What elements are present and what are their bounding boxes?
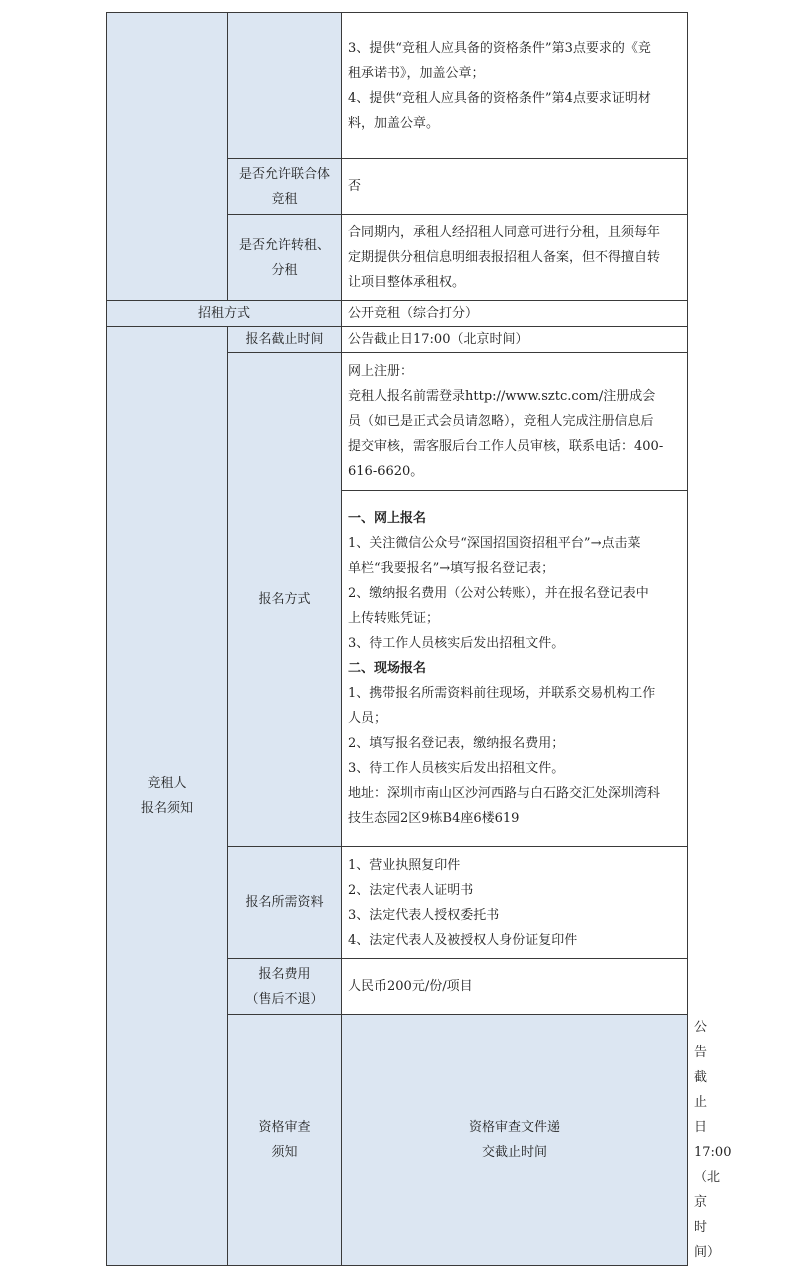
qualification-subsection-cell (228, 13, 342, 159)
deadline-value: 公告截止日17:00（北京时间） (342, 327, 688, 353)
review-deadline-label: 资格审查文件递 交截止时间 (342, 1015, 688, 1266)
text-line: 4、提供“竞租人应具备的资格条件”第4点要求证明材 (348, 90, 651, 106)
text-line: 3、待工作人员核实后发出招租文件。 (348, 636, 565, 651)
text-line: 人员； (348, 711, 388, 726)
sublease-label: 是否允许转租、 分租 (228, 215, 342, 301)
text-line: 2、缴纳报名费用（公对公转账），并在报名登记表中 (348, 586, 649, 601)
fee-label: 报名费用 （售后不退） (228, 959, 342, 1015)
onsite-signup-title: 二、现场报名 (348, 661, 427, 676)
text-line: 3、待工作人员核实后发出招租文件。 (348, 761, 565, 776)
text-line: 2、填写报名登记表，缴纳报名费用； (348, 736, 565, 751)
text-line: 料，加盖公章。 (348, 115, 440, 131)
qualification-row-continued (107, 13, 688, 159)
text-line: 员（如已是正式会员请忽略），竞租人完成注册信息后 (348, 414, 654, 429)
text-line: 1、关注微信公众号“深国招国资招租平台”→点击菜 (348, 536, 641, 551)
text-line: 1、营业执照复印件 (348, 857, 461, 873)
text-line: 上传转账凭证； (348, 611, 440, 626)
sublease-value (342, 215, 688, 301)
method-row (107, 301, 688, 327)
text-line: 竞租人报名前需登录http://www.sztc.com/注册成会 (348, 389, 656, 404)
text-line: 2、法定代表人证明书 (348, 882, 474, 898)
text-line: 地址：深圳市南山区沙河西路与白石路交汇处深圳湾科 (348, 786, 661, 801)
consortium-value: 否 (342, 159, 688, 215)
text-line: 1、携带报名所需资料前往现场，并联系交易机构工作 (348, 686, 656, 701)
text-line: 让项目整体承租权。 (348, 275, 466, 290)
consortium-label: 是否允许联合体 竞租 (228, 159, 342, 215)
materials-label: 报名所需资料 (228, 847, 342, 959)
signup-steps-cell (342, 491, 688, 847)
deadline-row (107, 327, 688, 353)
notice-table (106, 12, 732, 1266)
text-line: 租承诺书》，加盖公章； (348, 65, 485, 81)
text-line: 定期提供分租信息明细表报招租人备案，但不得擅自转 (348, 250, 661, 265)
review-row: 资格审查 须知 资格审查文件递 交截止时间 公告截止日17:00（北京时间） (107, 1015, 688, 1266)
text-line: 单栏“我要报名”→填写报名登记表； (348, 561, 555, 576)
text-line: 提交审核，需客服后台工作人员审核，联系电话：400- (348, 439, 664, 454)
text-line: 616-6620。 (348, 464, 424, 479)
qualification-section-cell (107, 13, 228, 301)
fee-value: 人民币200元/份/项目 (342, 959, 688, 1015)
signup-register-cell (342, 353, 688, 491)
text-line: 3、提供“竞租人应具备的资格条件”第3点要求的《竞 (348, 40, 651, 56)
text-line: 3、法定代表人授权委托书 (348, 907, 500, 923)
text-line: 网上注册： (348, 364, 414, 379)
bidder-notice-section: 竞租人 报名须知 (107, 327, 228, 1266)
materials-value (342, 847, 688, 959)
method-value: 公开竞租（综合打分） (342, 301, 688, 327)
text-line: 技生态园2区9栋B4座6楼619 (348, 811, 520, 826)
text-line: 4、法定代表人及被授权人身份证复印件 (348, 932, 578, 948)
review-section-label: 资格审查 须知 (228, 1015, 342, 1266)
qualification-materials-cell (342, 13, 688, 159)
text-line: 合同期内，承租人经招租人同意可进行分租，且须每年 (348, 225, 661, 240)
signup-method-label: 报名方式 (228, 353, 342, 847)
method-label: 招租方式 (107, 301, 342, 327)
deadline-label: 报名截止时间 (228, 327, 342, 353)
online-signup-title: 一、网上报名 (348, 511, 427, 526)
